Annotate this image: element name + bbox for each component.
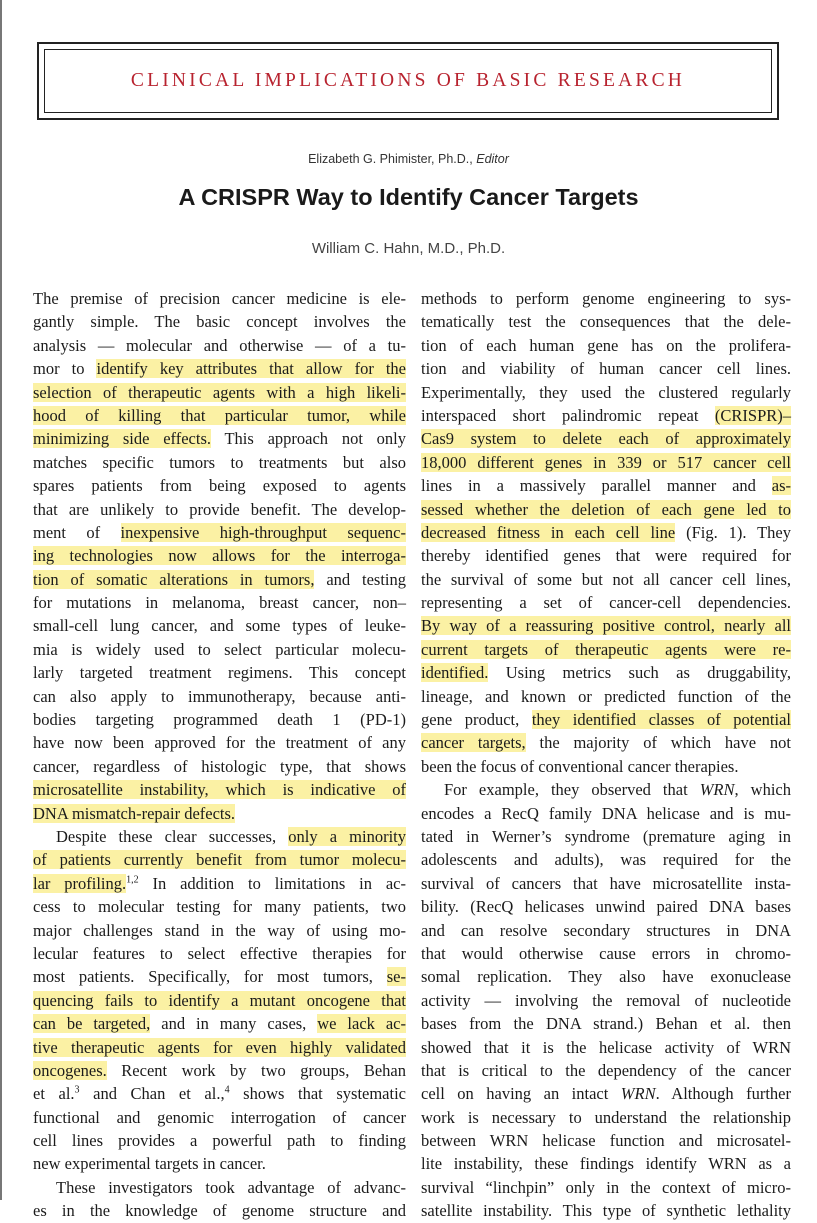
line-text: For example, they observed that (444, 780, 700, 800)
line-text: cess to molecular testing for many patients, two (33, 897, 406, 917)
line-text: thereby identified genes that were required for (421, 546, 791, 566)
text-line (421, 1176, 791, 1199)
highlighted-text: microsatellite instability, which is indicative of (33, 780, 406, 800)
line-text: tion of each human gene has on the prolifera- (421, 335, 791, 355)
text-line (33, 1082, 406, 1105)
text-line (421, 802, 791, 825)
highlighted-text: (CRISPR)– (714, 405, 791, 425)
line-text: activity — involving the removal of nucleotide (421, 990, 791, 1010)
line-text: survival of cancers that have microsatellite insta- (421, 873, 791, 893)
text-line (33, 919, 406, 942)
text-line (421, 591, 791, 614)
text-line (421, 287, 791, 310)
text-line (421, 825, 791, 848)
line-text: between WRN helicase function and microsatel- (421, 1131, 791, 1151)
line-text: lineage, and known or predicted function of the (421, 686, 791, 706)
text-line (33, 708, 406, 731)
line-text: The premise of precision cancer medicine is ele- (33, 289, 406, 308)
line-text: most patients. Specifically, for most tumors, (33, 967, 387, 987)
text-line (33, 1176, 406, 1199)
line-text: bility. (RecQ helicases unwind paired DNA bases (421, 897, 791, 917)
text-line (33, 1106, 406, 1129)
text-line (33, 661, 406, 684)
line-text: In addition to limitations in ac- (138, 873, 406, 893)
line-text: es in the knowledge of genome structure and (33, 1201, 406, 1221)
text-line (421, 614, 791, 637)
text-line (421, 427, 791, 450)
highlighted-text: we lack ac- (317, 1014, 406, 1034)
highlighted-text: tion of somatic alterations in tumors, (33, 569, 315, 589)
text-line (421, 1059, 791, 1082)
text-line (33, 404, 406, 427)
line-text: showed that it is the helicase activity of WRN (421, 1037, 791, 1057)
line-text: work is necessary to understand the relationship (421, 1107, 791, 1127)
text-line (421, 1012, 791, 1035)
line-text: matches specific tumors to treatments but also (33, 452, 406, 472)
text-line (33, 778, 406, 801)
highlighted-text: ing technologies now allows for the interroga- (33, 546, 406, 566)
text-line (421, 708, 791, 731)
editor-role: Editor (476, 152, 509, 166)
text-line (33, 638, 406, 661)
text-line (421, 1152, 791, 1175)
highlighted-text: Cas9 system to delete each of approximately (421, 429, 791, 449)
highlighted-text: current targets of therapeutic agents were re- (421, 639, 791, 659)
line-text: (Fig. 1). They (675, 522, 791, 542)
line-text: gene product, (421, 710, 532, 730)
text-line (421, 731, 791, 754)
highlighted-text: minimizing side effects. (33, 429, 211, 449)
highlighted-text: only a minority (288, 826, 406, 846)
line-text: et al. (33, 1084, 75, 1104)
text-line (33, 1036, 406, 1059)
line-text: representing a set of cancer-cell dependencies. (421, 593, 791, 613)
text-line (33, 521, 406, 544)
article-title: A CRISPR Way to Identify Cancer Targets (178, 184, 639, 210)
line-text: cell on having an intact (421, 1084, 621, 1104)
text-line (33, 591, 406, 614)
text-line (421, 1106, 791, 1129)
highlighted-text: DNA mismatch-repair defects. (33, 803, 236, 823)
highlighted-text: selection of therapeutic agents with a high likeli- (33, 382, 406, 402)
highlighted-text: hood of killing that particular tumor, while (33, 405, 406, 425)
text-line (33, 825, 406, 848)
line-text: and in many cases, (150, 1014, 318, 1034)
text-line (421, 895, 791, 918)
text-line (33, 568, 406, 591)
text-line (421, 989, 791, 1012)
text-line (33, 1012, 406, 1035)
text-line (421, 310, 791, 333)
highlighted-text: inexpensive high-throughput sequenc- (120, 522, 406, 542)
text-line (421, 451, 791, 474)
line-text: interspaced short palindromic repeat (421, 405, 715, 425)
highlighted-text: 18,000 different genes in 339 or 517 cancer cell (421, 452, 791, 472)
text-line (421, 544, 791, 567)
section-banner-inner-frame (44, 49, 772, 113)
highlighted-text: as- (771, 476, 791, 496)
line-text: that would otherwise cause errors in chromo- (421, 943, 791, 963)
line-text: for mutations in melanoma, breast cancer, non– (33, 593, 406, 613)
line-text: somal replication. They also have exonuclease (421, 967, 791, 987)
section-banner-title: CLINICAL IMPLICATIONS OF BASIC RESEARCH (130, 70, 686, 91)
text-line (421, 498, 791, 521)
line-text: adolescents and adults), was required for the (421, 850, 791, 870)
text-line (33, 802, 406, 825)
text-line (33, 895, 406, 918)
text-line (421, 685, 791, 708)
line-text: lecular features to select effective therapies for (33, 943, 406, 963)
line-text: cancer, regardless of histologic type, that shows (33, 756, 406, 776)
line-text: and can resolve secondary structures in DNA (421, 920, 791, 940)
line-text: encodes a RecQ family DNA helicase and is mu- (421, 803, 791, 823)
text-line (33, 427, 406, 450)
text-line (421, 1036, 791, 1059)
text-line (421, 848, 791, 871)
text-line (33, 848, 406, 871)
text-line (33, 334, 406, 357)
line-text: larly targeted treatment regimens. This concept (33, 663, 406, 683)
line-text: bodies targeting programmed death 1 (PD-1) (33, 710, 406, 730)
text-line (33, 1059, 406, 1082)
text-line (33, 474, 406, 497)
line-text: survival “linchpin” only in the context of micro- (421, 1177, 791, 1197)
line-text: and testing (314, 569, 406, 589)
line-text: . Although further (655, 1084, 791, 1104)
line-text: tion and viability of human cancer cell lines. (421, 359, 791, 379)
line-text: the survival of some but not all cancer cell lines, (421, 569, 791, 589)
text-line (421, 568, 791, 591)
text-line (33, 544, 406, 567)
line-text: satellite instability. This type of synthetic lethality (421, 1201, 791, 1221)
text-line (421, 1199, 791, 1222)
text-line (421, 357, 791, 380)
highlighted-text: can be targeted, (33, 1014, 151, 1034)
text-line (33, 755, 406, 778)
text-line (421, 942, 791, 965)
text-line (33, 965, 406, 988)
text-line (33, 381, 406, 404)
highlighted-text: identify key attributes that allow for the (96, 359, 407, 379)
line-text: that are unlikely to provide benefit. The develop- (33, 499, 406, 519)
text-line (33, 1199, 406, 1222)
line-text: that is critical to the dependency of the cancer (421, 1060, 791, 1080)
highlighted-text: cancer targets, (421, 733, 526, 753)
line-text: , which (734, 780, 791, 800)
text-line (33, 989, 406, 1012)
highlighted-text: se- (386, 967, 406, 987)
line-text: can also apply to immunotherapy, because anti- (33, 686, 406, 706)
line-text: Experimentally, they used the clustered regularly (421, 382, 791, 402)
line-text: major challenges stand in the way of using mo- (33, 920, 406, 940)
text-line (33, 614, 406, 637)
line-text: the majority of which have not (525, 733, 791, 753)
line-text: small-cell lung cancer, and some types of leuke- (33, 616, 406, 636)
line-text: ment of (33, 522, 121, 542)
text-line (33, 451, 406, 474)
text-line (421, 965, 791, 988)
gene-name: WRN (699, 780, 735, 800)
page-edge-line (0, 0, 2, 1200)
line-text: gantly simple. The basic concept involves the (33, 312, 406, 332)
text-line (33, 357, 406, 380)
text-line (421, 661, 791, 684)
line-text: tated in Werner’s syndrome (premature aging in (421, 826, 791, 846)
citation-reference: 4 (224, 1084, 230, 1096)
highlighted-text: of patients currently benefit from tumor molecu- (33, 850, 406, 870)
section-banner (37, 42, 779, 120)
line-text: Recent work by two groups, Behan (106, 1060, 406, 1080)
citation-reference: 1,2 (126, 874, 139, 886)
text-line (33, 942, 406, 965)
text-line (33, 287, 406, 310)
line-text: These investigators took advantage of advanc- (56, 1177, 406, 1197)
highlighted-text: quencing fails to identify a mutant oncogene that (33, 990, 406, 1010)
line-text: cell lines provides a powerful path to finding (33, 1131, 406, 1151)
line-text: shows that systematic (229, 1084, 406, 1104)
text-line (421, 755, 791, 778)
line-text: been the focus of conventional cancer therapies. (421, 756, 739, 776)
line-text: new experimental targets in cancer. (33, 1154, 266, 1174)
citation-reference: 3 (74, 1084, 80, 1096)
line-text: and Chan et al., (79, 1084, 225, 1104)
text-line (33, 1129, 406, 1152)
text-line (421, 919, 791, 942)
line-text: mor to (33, 359, 97, 379)
line-text: bases from the DNA strand.) Behan et al. then (421, 1014, 791, 1034)
text-line (33, 685, 406, 708)
text-line (33, 1152, 406, 1175)
text-line (33, 498, 406, 521)
line-text: mia is widely used to select particular molecu- (33, 639, 406, 659)
line-text: spares patients from being exposed to agents (33, 476, 406, 496)
editor-name: Elizabeth G. Phimister, Ph.D., (308, 152, 473, 166)
text-line (421, 521, 791, 544)
line-text: This approach not only (211, 429, 407, 449)
editor-credit (0, 152, 817, 166)
highlighted-text: decreased fitness in each cell line (421, 522, 676, 542)
highlighted-text: sessed whether the deletion of each gene led to (421, 499, 791, 519)
highlighted-text: lar profiling. (33, 873, 127, 893)
text-line (421, 381, 791, 404)
highlighted-text: By way of a reassuring positive control, nearly all (421, 616, 791, 636)
text-line (33, 872, 406, 895)
text-line (421, 1082, 791, 1105)
text-line (421, 474, 791, 497)
text-line (421, 1129, 791, 1152)
highlighted-text: they identified classes of potential (531, 710, 791, 730)
text-line (421, 404, 791, 427)
line-text: Using metrics such as druggability, (488, 663, 791, 683)
highlighted-text: identified. (421, 663, 489, 683)
line-text: functional and genomic interrogation of cancer (33, 1107, 406, 1127)
highlighted-text: oncogenes. (33, 1060, 107, 1080)
body-column-left (33, 287, 406, 1223)
text-line (33, 310, 406, 333)
text-line (421, 778, 791, 801)
line-text: Despite these clear successes, (56, 826, 289, 846)
line-text: tematically test the consequences that the dele- (421, 312, 791, 332)
line-text: methods to perform genome engineering to sys- (421, 289, 791, 308)
line-text: lite instability, these findings identify WRN as a (421, 1154, 791, 1174)
text-line (33, 731, 406, 754)
text-line (421, 334, 791, 357)
line-text: analysis — molecular and otherwise — of a tu- (33, 335, 406, 355)
article-author: William C. Hahn, M.D., Ph.D. (311, 240, 506, 257)
line-text: have now been approved for the treatment of any (33, 733, 406, 753)
gene-name: WRN (620, 1084, 656, 1104)
line-text: lines in a massively parallel manner and (421, 476, 772, 496)
body-column-right (421, 287, 791, 1223)
text-line (421, 638, 791, 661)
text-line (421, 872, 791, 895)
highlighted-text: tive therapeutic agents for even highly validated (33, 1037, 406, 1057)
